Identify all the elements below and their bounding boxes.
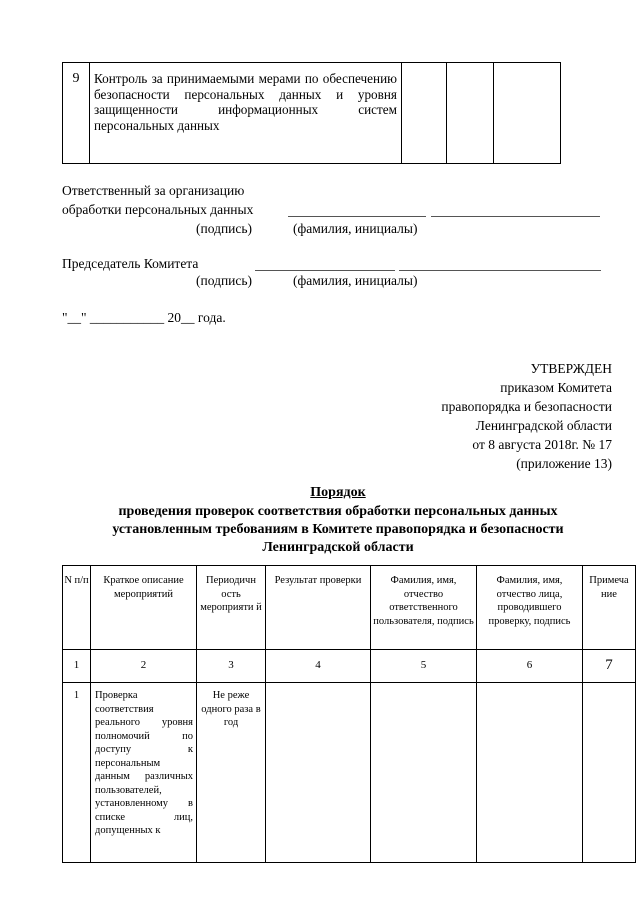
table-header-row xyxy=(63,566,636,650)
chairman-signature-underline xyxy=(255,270,395,271)
document-title-line1: проведения проверок соответствия обработки персональных данных xyxy=(118,504,558,519)
row-responsible-cell xyxy=(371,683,477,863)
row-result-cell xyxy=(266,683,371,863)
empty-cell xyxy=(494,63,561,164)
document-title-line2: установленным требованиям в Комитете правопорядка и безопасности xyxy=(112,522,564,537)
header-result: Результат проверки xyxy=(266,566,371,650)
approval-line: (приложение 13) xyxy=(516,456,612,471)
empty-cell xyxy=(447,63,494,164)
date-line: "__" ___________ 20__ года. xyxy=(62,310,226,325)
header-note: Примеча ние xyxy=(583,566,636,650)
approval-line: правопорядка и безопасности xyxy=(441,399,612,414)
signature-caption: (подпись) xyxy=(196,221,253,236)
row-periodicity-cell: Не реже одного раза в год xyxy=(197,683,266,863)
responsible-label-line1: Ответственный за организацию xyxy=(62,183,245,198)
header-inspector: Фамилия, имя, отчество лица, проводившего проверку, подпись xyxy=(477,566,583,650)
inspection-table xyxy=(62,565,636,863)
responsible-label-line2: обработки персональных данных xyxy=(62,202,254,217)
row-description-cell: Контроль за принимаемыми мерами по обеспечению безопасности персональных данных и уровня защищенности информационных систем персональных данных xyxy=(90,63,402,164)
column-number: 7 xyxy=(583,650,636,683)
chairman-signature-caption: (подпись) xyxy=(196,273,253,288)
approval-block xyxy=(441,359,612,473)
column-number: 2 xyxy=(91,650,197,683)
column-number: 1 xyxy=(63,650,91,683)
chairman-label: Председатель Комитета xyxy=(62,256,199,271)
column-number-row xyxy=(63,650,636,683)
column-number: 5 xyxy=(371,650,477,683)
header-periodicity: Периодичн ость мероприяти й xyxy=(197,566,266,650)
approval-line: от 8 августа 2018г. № 17 xyxy=(472,437,612,452)
approval-line: Ленинградской области xyxy=(475,418,612,433)
empty-cell xyxy=(402,63,447,164)
chairman-name-caption: (фамилия, инициалы) xyxy=(293,273,418,288)
row-number-cell: 1 xyxy=(63,683,91,863)
table-row xyxy=(63,683,636,863)
name-caption: (фамилия, инициалы) xyxy=(293,221,418,236)
row-note-cell xyxy=(583,683,636,863)
row-description-cell: Проверка соответствия реального уровня полномочий по доступу к персональным данным различных пользователей, установленному в списке лиц, допущенных к xyxy=(91,683,197,863)
row-number-cell: 9 xyxy=(63,63,90,164)
document-heading: Порядок xyxy=(310,485,366,500)
approval-line: приказом Комитета xyxy=(500,380,612,395)
table-row xyxy=(63,63,561,164)
signature-underline xyxy=(288,216,426,217)
name-underline xyxy=(431,216,600,217)
column-number: 6 xyxy=(477,650,583,683)
document-title-line3: Ленинградской области xyxy=(262,540,414,555)
header-description: Краткое описание мероприятий xyxy=(91,566,197,650)
row-inspector-cell xyxy=(477,683,583,863)
column-number: 3 xyxy=(197,650,266,683)
header-responsible: Фамилия, имя, отчество ответственного пользователя, подпись xyxy=(371,566,477,650)
approval-line: УТВЕРЖДЕН xyxy=(530,361,612,376)
column-number: 4 xyxy=(266,650,371,683)
controls-table-continuation xyxy=(62,62,561,164)
header-number: N п/п xyxy=(63,566,91,650)
chairman-name-underline xyxy=(399,270,601,271)
